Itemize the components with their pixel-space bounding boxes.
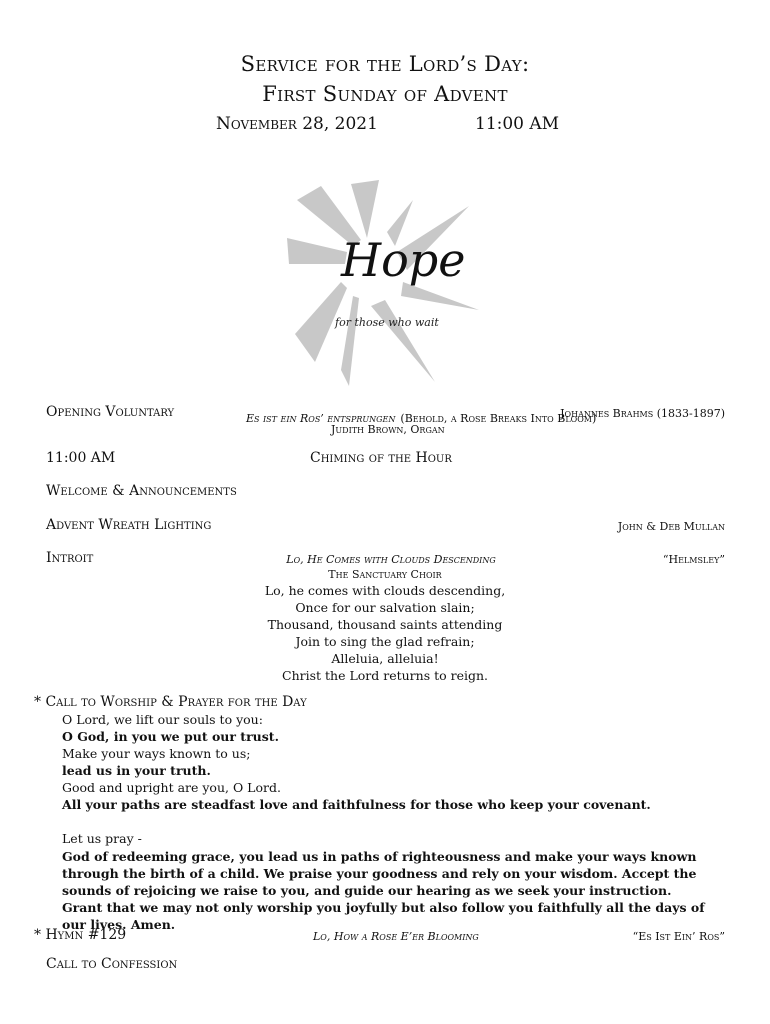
call-to-worship-label: * Call to Worship & Prayer for the Day xyxy=(34,694,307,710)
responsive-line-leader: O Lord, we lift our souls to you: xyxy=(62,712,263,727)
introit-title: Lo, He Comes with Clouds Descending xyxy=(286,553,496,566)
opening-voluntary-subtitle: (Behold, a Rose Breaks Into Bloom) xyxy=(400,412,597,425)
opening-voluntary-title: Es ist ein Ros’ entsprungen xyxy=(246,412,396,425)
opening-voluntary-composer: Johannes Brahms (1833-1897) xyxy=(560,407,725,420)
hymn-label: * Hymn #129 xyxy=(34,927,127,943)
prayer-of-the-day: God of redeeming grace, you lead us in paths of righteousness and make your ways known through the birth of a child. We praise your goodness and rely on your wisdom. Accept the sounds of rejoicing we raise to you, and guide our hearing as we seek your instruction. Grant that we may not only worship you joyfully but also follow you faithfully all the days of our lives. Amen. xyxy=(62,849,705,932)
hymn-tune: “Es Ist Ein’ Ros” xyxy=(632,930,725,943)
opening-voluntary-performer: Judith Brown, Organ xyxy=(331,423,445,436)
introit-lyric-line: Once for our salvation slain; xyxy=(295,600,475,615)
hymn-title: Lo, How a Rose E’er Blooming xyxy=(313,930,479,943)
hope-logo xyxy=(275,160,495,392)
service-title-line1: Service for the Lord’s Day: xyxy=(240,52,530,76)
introit-lyric-line: Join to sing the glad refrain; xyxy=(295,634,475,649)
opening-voluntary-label: Opening Voluntary xyxy=(46,404,175,420)
responsive-line-people: O God, in you we put our trust. xyxy=(62,729,279,744)
responsive-line-leader: Make your ways known to us; xyxy=(62,746,251,761)
introit-lyric-line: Alleluia, alleluia! xyxy=(331,651,439,666)
hope-tagline: for those who wait xyxy=(335,316,439,329)
chiming-time: 11:00 AM xyxy=(46,450,116,466)
service-time: 11:00 AM xyxy=(475,114,560,134)
welcome-label: Welcome & Announcements xyxy=(46,483,237,499)
service-date: November 28, 2021 xyxy=(216,114,378,134)
advent-wreath-label: Advent Wreath Lighting xyxy=(46,517,212,533)
pray-intro: Let us pray - xyxy=(62,831,142,846)
responsive-line-people: All your paths are steadfast love and faithfulness for those who keep your covenant. xyxy=(62,797,651,812)
introit-lyric-line: Christ the Lord returns to reign. xyxy=(282,668,488,683)
responsive-line-people: lead us in your truth. xyxy=(62,763,211,778)
service-title-line2: First Sunday of Advent xyxy=(262,82,508,106)
introit-tune: “Helmsley” xyxy=(662,553,725,566)
chiming-label: Chiming of the Hour xyxy=(310,450,452,466)
introit-lyric-line: Thousand, thousand saints attending xyxy=(267,617,503,632)
introit-performer: The Sanctuary Choir xyxy=(328,568,442,581)
responsive-line-leader: Good and upright are you, O Lord. xyxy=(62,780,281,795)
introit-label: Introit xyxy=(46,550,94,566)
introit-lyric-line: Lo, he comes with clouds descending, xyxy=(264,583,506,598)
call-to-confession-label: Call to Confession xyxy=(46,956,178,972)
hope-word: Hope xyxy=(341,233,466,287)
advent-wreath-people: John & Deb Mullan xyxy=(617,520,725,533)
